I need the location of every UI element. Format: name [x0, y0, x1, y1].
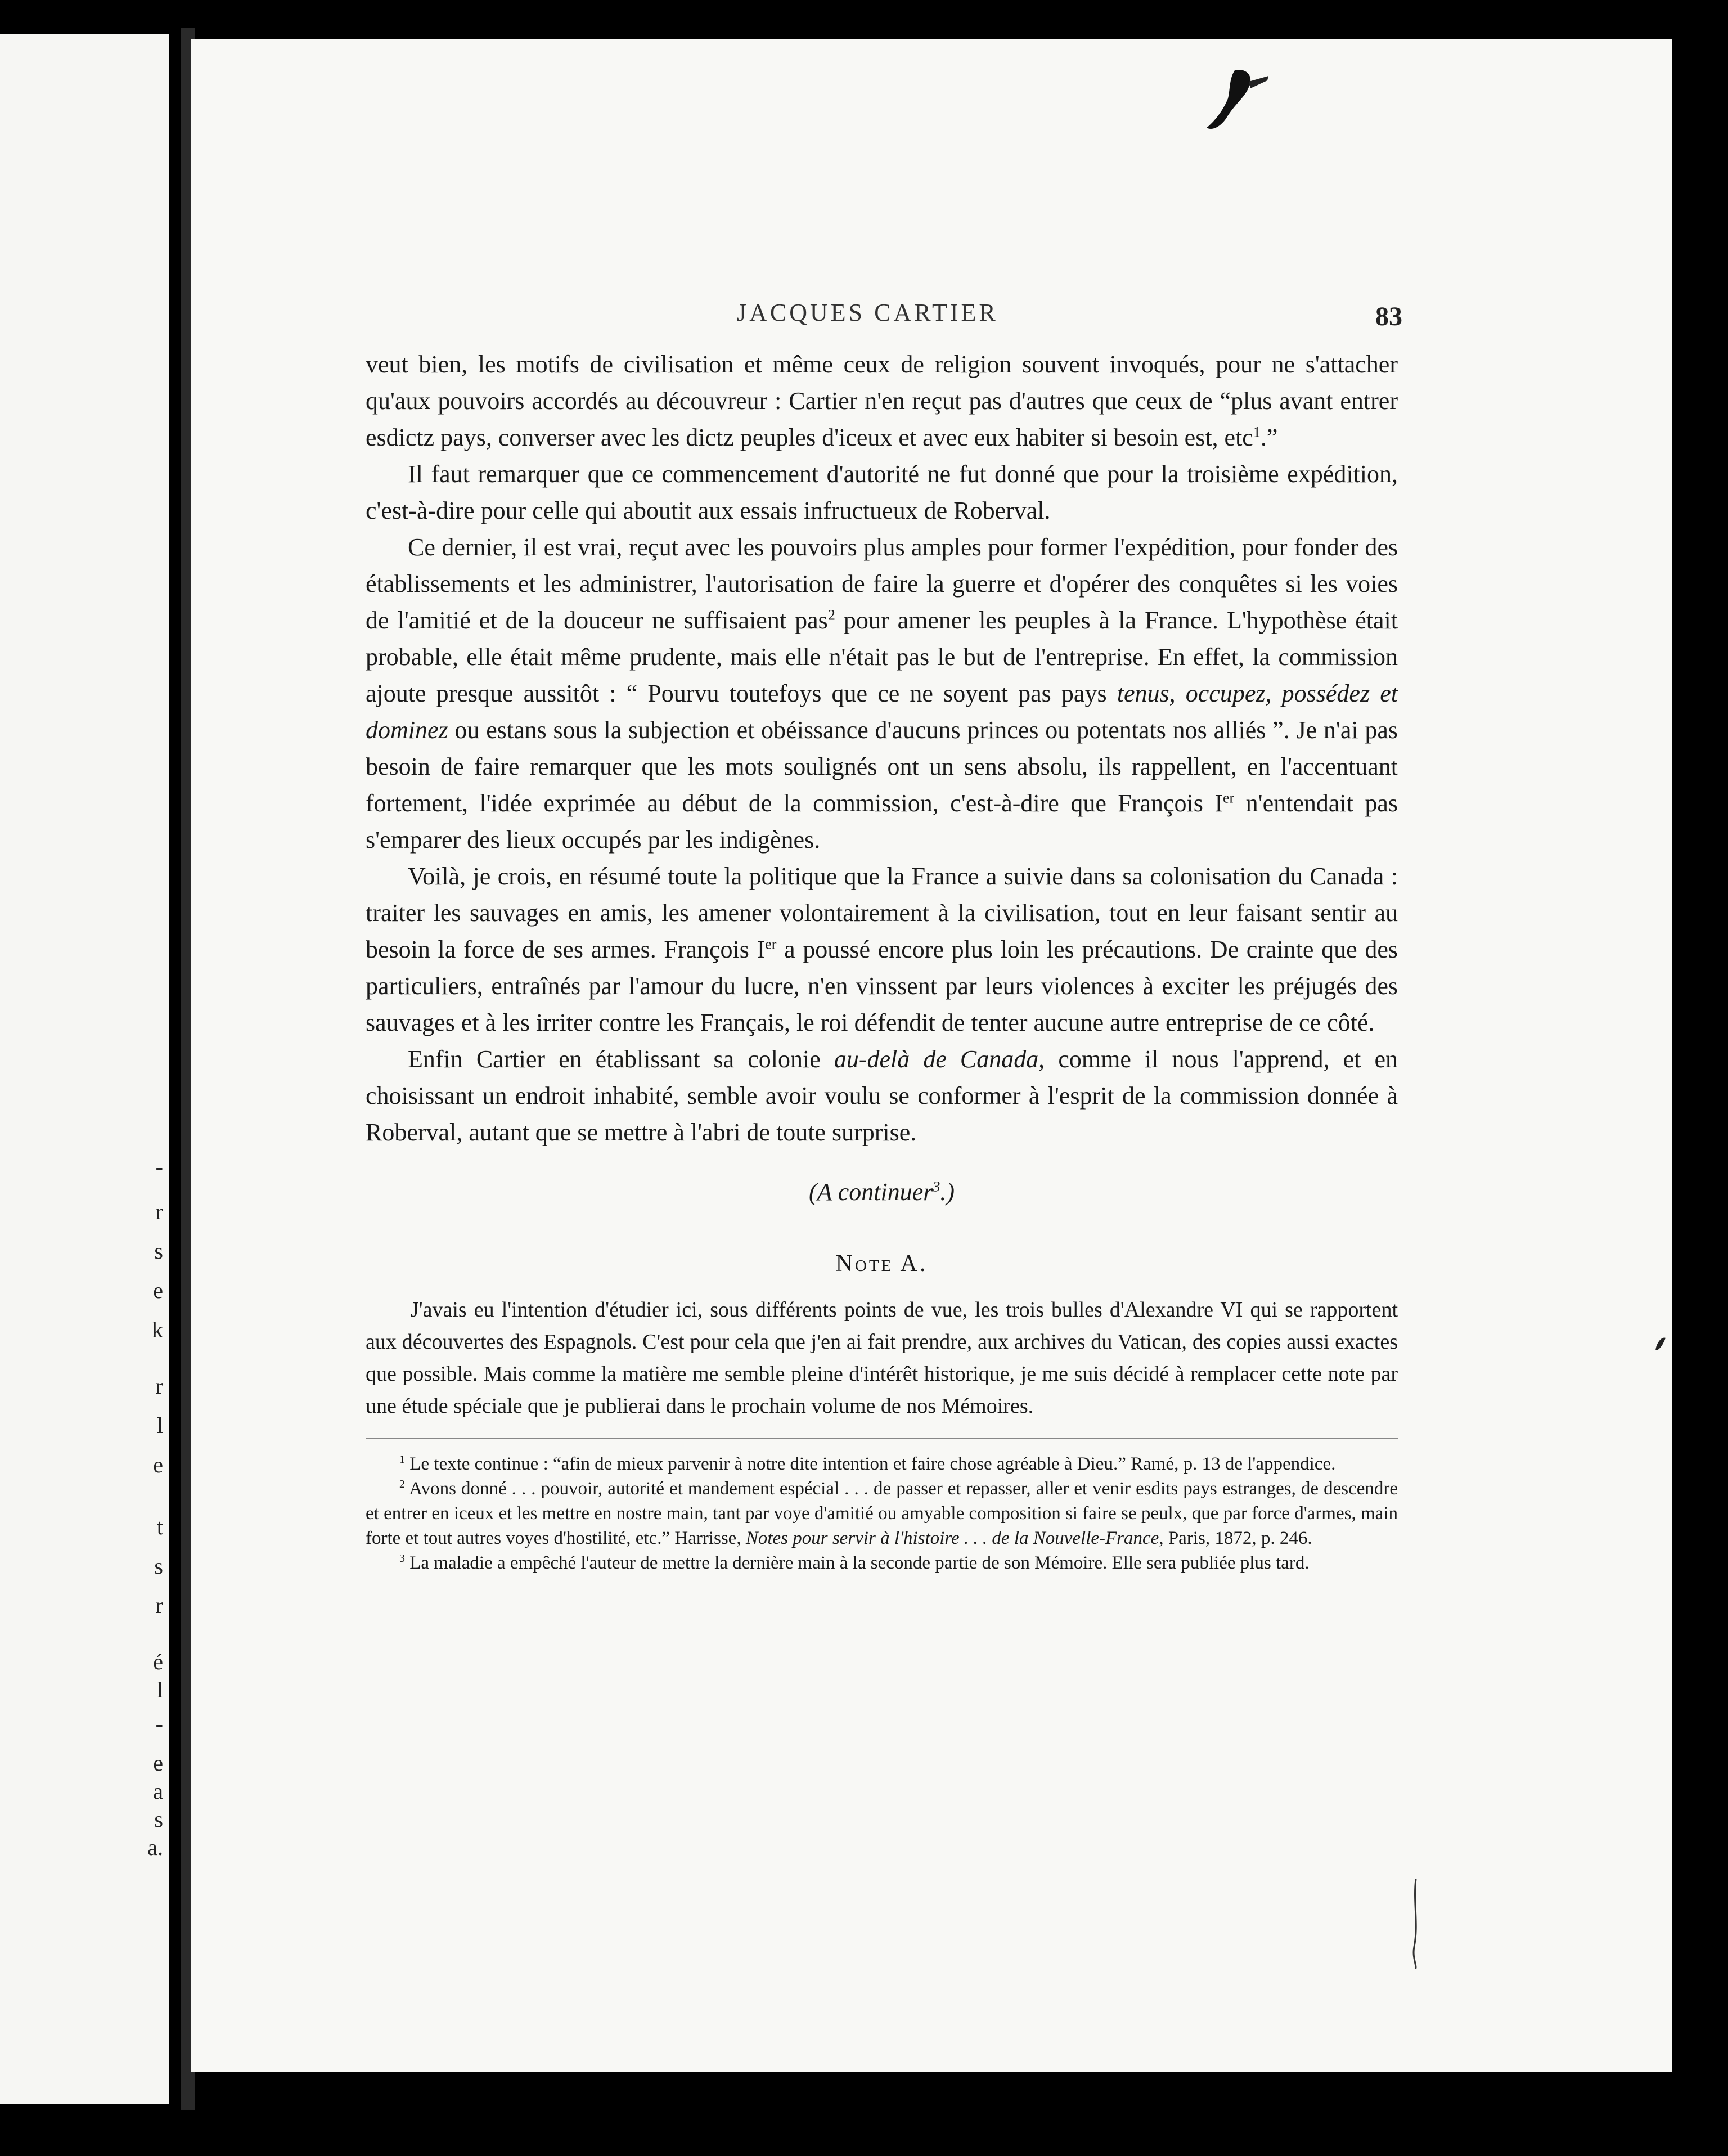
margin-fragment: r	[155, 1373, 163, 1399]
footnotes	[366, 1452, 1398, 1575]
margin-fragment: a.	[147, 1835, 163, 1860]
text-run: a poussé encore plus loin les précautions. De crainte que des particuliers, entraînés par l'amour du lucre, n'en vinssent par leurs violences à exciter les préjugés des sauvages et à les irriter contre les Français, le roi défendit de tenter aucune autre entreprise de ce côté.	[366, 936, 1398, 1036]
page-content	[366, 346, 1398, 1575]
text-run: pour amener les peuples à la France. L'hypothèse était probable, elle était même prudente, mais elle n'était pas le but de l'entreprise. En effet, la commission ajoute presque aussitôt : “ Pourvu toutefoys que ce ne soyent pas pays	[366, 607, 1398, 707]
margin-fragment: -	[155, 1711, 163, 1736]
footnote-text: Avons donné . . . pouvoir, autorité et mandement espécial . . . de passer et repasser, aller et venir esdits pays estranges, de descendre et entrer en iceux et les mettre en nostre main, tant par voye d'amitié ou amyable composition si faire se peulx, que par force d'armes, main forte et tout autres voyes d'hostilité, etc.” Harrisse,	[366, 1479, 1398, 1548]
footnote-text: Le texte continue : “afin de mieux parvenir à notre dite intention et faire chose agréable à Dieu.” Ramé, p. 13 de l'appendice.	[405, 1454, 1336, 1474]
margin-fragment: r	[155, 1199, 163, 1224]
footnote-rule	[366, 1438, 1398, 1439]
paren: (	[808, 1178, 817, 1206]
text-run: Enfin Cartier en établissant sa colonie	[408, 1045, 834, 1073]
margin-fragment: s	[154, 1807, 163, 1832]
text-run: Ce dernier, il est vrai, reçut avec les pouvoirs plus amples pour former l'expédition, pour fonder des établissements et les administrer, l'autorisation de faire la guerre et d'opérer des conquêtes si les voies de l'amitié et de la douceur ne suffisaient pas	[366, 533, 1398, 634]
continuation-notice	[366, 1178, 1398, 1206]
margin-fragment: k	[152, 1317, 163, 1342]
margin-fragment: s	[154, 1553, 163, 1579]
margin-fragment: s	[154, 1238, 163, 1264]
footnote-3	[366, 1551, 1398, 1575]
body-text	[366, 346, 1398, 1151]
note-paragraph: J'avais eu l'intention d'étudier ici, sous différents points de vue, les trois bulles d'Alexandre VI qui se rapportent aux découvertes des Espagnols. C'est pour cela que j'en ai fait prendre, aux archives du Vatican, des copies aussi exactes que possible. Mais comme la matière me semble pleine d'intérêt historique, je me suis décidé à remplacer cette note par une étude spéciale que je publierai dans le prochain volume de nos Mémoires.	[366, 1298, 1398, 1418]
paragraph	[366, 346, 1398, 456]
text-run: Voilà, je crois, en résumé toute la politique que la France a suivie dans sa colonisation du Canada : traiter les sauvages en amis, les amener volontairement à la civilisation, tout en leur faisant sentir au besoin la force de ses armes. François I	[366, 863, 1398, 963]
margin-fragment: l	[156, 1677, 163, 1703]
footnote-mark: 1	[399, 1453, 405, 1466]
margin-fragment: e	[153, 1278, 163, 1303]
footnote-mark: 3	[399, 1552, 405, 1565]
paragraph	[366, 1041, 1398, 1151]
margin-fragment: r	[155, 1593, 163, 1618]
margin-fragment: a	[153, 1778, 163, 1804]
margin-fragment: e	[153, 1452, 163, 1477]
margin-fragment: t	[156, 1514, 163, 1539]
margin-fragment: l	[156, 1413, 163, 1438]
emphasis: au-delà de Canada	[834, 1045, 1039, 1073]
text-run: veut bien, les motifs de civilisation et même ceux de religion souvent invoqués, pour ne s'attacher qu'aux pouvoirs accordés au découvreur : Cartier n'en reçut pas d'autres que ceux de “plus avant entrer esdictz pays, converser avec les dictz peuples d'iceux et avec eux habiter si besoin est, etc	[366, 351, 1398, 451]
footnote-ref: 3	[933, 1178, 940, 1195]
text-run: .”	[1260, 424, 1278, 451]
text-run: , comme il nous l'apprend, et en choisissant un endroit inhabité, semble avoir voulu se conformer à l'esprit de la commission donnée à Roberval, autant que se mettre à l'abri de toute surprise.	[366, 1045, 1398, 1146]
footnote-ref: 1	[1253, 424, 1261, 441]
book-page	[191, 39, 1672, 2072]
paragraph	[366, 529, 1398, 858]
footnote-text: , Paris, 1872, p. 246.	[1159, 1528, 1312, 1548]
note-text	[366, 1294, 1398, 1422]
footnote-mark: 2	[399, 1478, 405, 1490]
footnote-ref: 2	[827, 607, 835, 623]
ink-speck	[1651, 1333, 1668, 1356]
superscript: er	[1223, 789, 1235, 806]
emphasis: Notes pour servir à l'histoire . . . de la Nouvelle-France	[745, 1528, 1159, 1548]
scan-mark	[1407, 1879, 1424, 1969]
continuation-text: A continuer	[817, 1178, 933, 1206]
emphasis: tenus, occupez, possédez et dominez	[366, 680, 1398, 744]
superscript: er	[765, 936, 777, 953]
running-title: JACQUES CARTIER	[737, 299, 998, 326]
paragraph: Il faut remarquer que ce commencement d'autorité ne fut donné que pour la troisième expédition, c'est-à-dire pour celle qui aboutit aux essais infructueux de Roberval.	[366, 460, 1398, 524]
footnote-1	[366, 1452, 1398, 1476]
note-title: Note A.	[835, 1251, 928, 1277]
ink-blot-mark	[1201, 65, 1280, 138]
margin-fragment: -	[155, 1154, 163, 1179]
text-run: ou estans sous la subjection et obéissance d'aucuns princes ou potentats nos alliés ”. Je n'ai pas besoin de faire remarquer que les mots soulignés ont un sens absolu, ils rappellent, en l'accentuant fortement, l'idée exprimée au début de la commission, c'est-à-dire que François I	[366, 716, 1398, 817]
paren: .)	[940, 1178, 955, 1206]
paragraph	[366, 858, 1398, 1041]
page-number: 83	[1375, 302, 1402, 331]
footnote-text: La maladie a empêché l'auteur de mettre la dernière main à la seconde partie de son Mémoire. Elle sera publiée plus tard.	[405, 1553, 1310, 1573]
margin-fragment: e	[153, 1750, 163, 1776]
adjacent-page-edge	[0, 34, 169, 2104]
text-run: n'entendait pas s'emparer des lieux occupés par les indigènes.	[366, 789, 1398, 854]
footnote-2	[366, 1476, 1398, 1551]
margin-fragment: é	[153, 1649, 163, 1674]
